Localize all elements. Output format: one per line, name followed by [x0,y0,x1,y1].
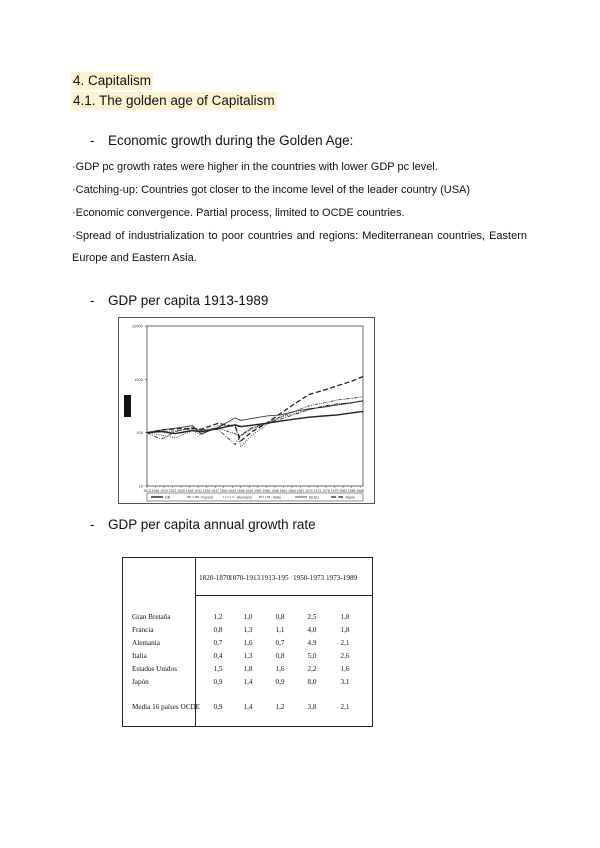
section-heading: 4. Capitalism [73,73,152,88]
row-value: 2,2 [307,665,317,673]
gdp-chart [118,317,375,504]
paragraph-convergence: ·Economic convergence. Partial process, limited to OCDE countries. [72,207,405,219]
legend-label: Italia [273,495,281,500]
row-value: 8,0 [307,678,317,686]
row-value: 1,1 [275,626,285,634]
row-value: 2,1 [340,703,350,711]
series-line-francia [147,401,363,444]
gdp-chart-svg [119,318,374,503]
row-value: 0,9 [213,703,223,711]
x-tick-label: 1925 [177,489,185,493]
legend-label: GB [165,495,171,500]
bullet-text: Economic growth during the Golden Age: [108,133,354,148]
x-tick-label: 1967 [296,489,305,493]
row-country: Italia [132,652,147,660]
x-tick-label: 1928 [185,489,194,493]
row-value: 4,9 [307,639,317,647]
x-tick-label: 1985 [347,489,356,493]
legend-label: Japón [345,495,355,500]
column-header: 1973-1989 [326,574,358,582]
row-value: 1,8 [243,665,253,673]
bullet-dash: - [90,133,95,148]
bullet-dash: - [90,293,95,308]
x-tick-label: 1964 [288,489,296,493]
bullet-dash: - [90,517,95,532]
row-country: Francia [132,626,154,634]
series-line-jap-n [147,377,363,441]
x-tick-label: 1976 [322,489,330,493]
legend-box [147,493,363,501]
growth-rate-table [122,557,373,727]
table-vertical-rule [195,558,196,726]
row-value: 2,5 [307,613,317,621]
x-tick-label: 1937 [211,489,219,493]
row-value: 5,0 [307,652,317,660]
row-value: 1,8 [340,626,350,634]
legend-label: Francia [201,495,213,500]
y-tick-label: 10 [138,483,143,489]
table-header-rule [195,595,372,596]
row-value: 3,8 [307,703,317,711]
x-tick-label: 1922 [168,489,177,493]
row-value: 1,0 [243,613,253,621]
bullet-gdp-chart [90,292,268,310]
chart-marker-block [124,395,131,417]
row-value: 2,1 [340,639,350,647]
x-tick-label: 1919 [160,489,168,493]
row-value: 1,6 [340,665,350,673]
column-header: 1950-1973 [293,574,325,582]
x-tick-label: 1952 [254,489,262,493]
paragraph-growth-rates: ·GDP pc growth rates were higher in the countries with lower GDP pc level. [72,161,438,173]
row-country: Media 16 países OCDE [132,703,201,711]
bullet-text: GDP per capita 1913-1989 [108,293,269,308]
row-value: 0,4 [213,652,223,660]
bullet-growth [90,132,353,150]
row-country: Alemania [132,639,160,647]
x-tick-label: 1931 [194,489,202,493]
row-value: 1,2 [275,703,285,711]
y-tick-label: 1000 [134,376,143,382]
row-value: 1,4 [243,703,253,711]
column-header: 1820-1870 [199,574,231,582]
x-tick-label: 1946 [237,489,245,493]
row-value: 0,8 [213,626,223,634]
row-value: 0,7 [213,639,223,647]
row-value: 4,0 [307,626,317,634]
x-tick-label: 1916 [151,489,160,493]
row-country: Gran Bretaña [132,613,171,621]
row-value: 1,3 [243,626,253,634]
x-tick-label: 1982 [339,489,347,493]
row-value: 1,6 [275,665,285,673]
row-value: 0,8 [275,613,285,621]
legend-label: EEUU [309,495,319,500]
row-country: Estados Unidos [132,665,177,673]
x-tick-label: 1949 [245,489,254,493]
legend-label: Alemania [237,495,252,500]
paragraph-industrialization: ·Spread of industrialization to poor countries and regions: Mediterranean countries, Eastern Europe and Eastern Asia. [72,230,527,264]
x-tick-label: 1970 [305,489,313,493]
row-value: 1,2 [213,613,223,621]
bullet-text: GDP per capita annual growth rate [108,517,316,532]
y-tick-label: 100 [136,430,143,436]
column-header: 1913-195 [261,574,289,582]
x-tick-label: 1955 [262,489,271,493]
series-line-alemania [147,401,363,447]
row-value: 1,8 [340,613,350,621]
x-tick-label: 1979 [330,489,339,493]
row-value: 1,6 [243,639,253,647]
subsection-heading: 4.1. The golden age of Capitalism [73,93,275,108]
row-value: 0,9 [275,678,285,686]
row-value: 0,8 [275,652,285,660]
row-value: 3,1 [340,678,350,686]
y-tick-label: 10000 [131,323,143,329]
x-tick-label: 1958 [271,489,279,493]
row-value: 0,9 [213,678,223,686]
x-tick-label: 1988 [356,489,364,493]
paragraph-catching-up: ·Catching-up: Countries got closer to the income level of the leader country (USA) [72,184,471,196]
x-tick-label: 1934 [202,489,211,493]
row-value: 1,4 [243,678,253,686]
row-value: 1,3 [243,652,253,660]
x-tick-label: 1940 [219,489,228,493]
row-value: 1,5 [213,665,223,673]
row-value: 0,7 [275,639,285,647]
x-tick-label: 1913 [143,489,151,493]
row-country: Japón [132,678,149,686]
x-tick-label: 1973 [313,489,322,493]
bullet-growth-rate [90,516,316,534]
x-tick-label: 1943 [228,489,237,493]
column-header: 1870-1913 [229,574,261,582]
row-value: 2,6 [340,652,350,660]
x-tick-label: 1961 [279,489,288,493]
